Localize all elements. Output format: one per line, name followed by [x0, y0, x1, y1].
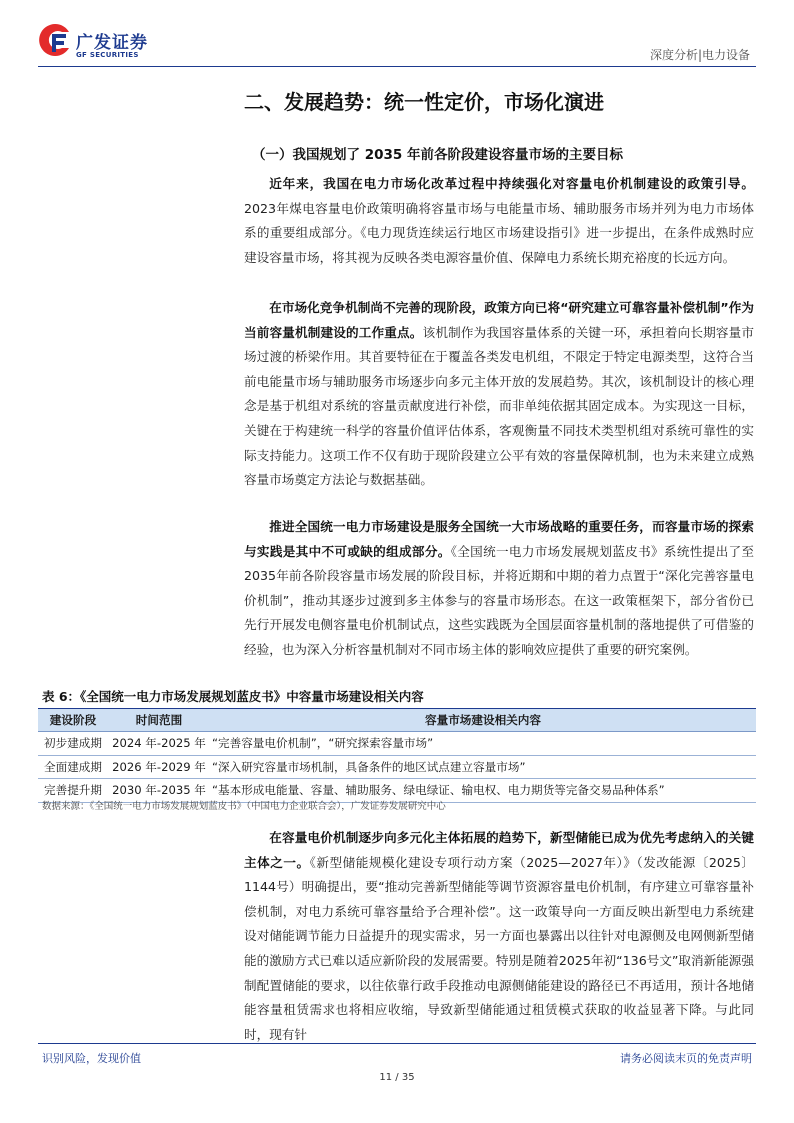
footer-slogan: 识别风险，发现价值 — [42, 1052, 141, 1065]
footer-disclaimer: 请务必阅读末页的免责声明 — [620, 1052, 752, 1065]
company-logo — [38, 22, 168, 66]
table-cell-stage: 初步建成期 — [38, 732, 108, 756]
footer-divider — [38, 1043, 756, 1044]
capacity-market-table — [38, 708, 756, 803]
table-cell-content: “完善容量电价机制”，“研究探索容量市场” — [210, 732, 756, 756]
table-cell-content: “深入研究容量市场机制，具备条件的地区试点建立容量市场” — [210, 755, 756, 779]
table-cell-stage: 完善提升期 — [38, 779, 108, 803]
table-cell-stage: 全面建成期 — [38, 755, 108, 779]
table-caption: 表 6：《全国统一电力市场发展规划蓝皮书》中容量市场建设相关内容 — [42, 689, 424, 704]
header-divider — [38, 66, 756, 67]
paragraph-4-lead: 在容量电价机制逐步向多元化主体拓展的趋势下，新型储能已成为优先考虑纳入的关键主体之一。 — [244, 830, 754, 870]
table-header-cell: 容量市场建设相关内容 — [210, 709, 756, 732]
logo-english-name: GF SECURITIES — [76, 51, 139, 59]
table-header-row — [38, 709, 756, 732]
paragraph-4 — [244, 826, 754, 1047]
paragraph-2 — [244, 296, 754, 493]
gf-logo-icon — [38, 22, 72, 58]
table-cell-period: 2030 年-2035 年 — [108, 779, 210, 803]
table-row — [38, 732, 756, 756]
paragraph-3 — [244, 515, 754, 663]
paragraph-3-lead: 推进全国统一电力市场建设是服务全国统一大市场战略的重要任务，而容量市场的探索与实践是其中不可或缺的组成部分。 — [244, 519, 754, 559]
table-header-cell: 时间范围 — [108, 709, 210, 732]
section-title: 二、发展趋势：统一性定价，市场化演进 — [244, 90, 604, 114]
page-number: 11 / 35 — [379, 1072, 415, 1083]
paragraph-1-body: 2023年煤电容量电价政策明确将容量市场与电能量市场、辅助服务市场并列为电力市场体系的重要组成部分。《电力现货连续运行地区市场建设指引》进一步提出，在条件成熟时应建设容量市场，将其视为反映各类电源容量价值、保障电力系统长期充裕度的长远方向。 — [244, 200, 754, 265]
page-header — [0, 0, 794, 72]
paragraph-1 — [244, 172, 754, 270]
table-source-note: 数据来源：《全国统一电力市场发展规划蓝皮书》（中国电力企业联合会），广发证券发展研究中心 — [42, 801, 446, 812]
table-cell-period: 2024 年-2025 年 — [108, 732, 210, 756]
logo-chinese-name: 广发证券 — [76, 33, 148, 53]
paragraph-1-lead: 近年来，我国在电力市场化改革过程中持续强化对容量电价机制建设的政策引导。 — [269, 176, 754, 191]
subsection-title: （一）我国规划了 2035 年前各阶段建设容量市场的主要目标 — [252, 147, 623, 163]
paragraph-2-lead: 在市场化竞争机制尚不完善的现阶段，政策方向已将“研究建立可靠容量补偿机制”作为当前容量机制建设的工作重点。 — [244, 300, 754, 340]
paragraph-3-body: 《全国统一电力市场发展规划蓝皮书》系统性提出了至2035年前各阶段容量市场发展的阶段目标，并将近期和中期的着力点置于“深化完善容量电价机制”，推动其逐步过渡到多主体参与的容量市场形态。在这一政策框架下，部分省份已先行开展发电侧容量电价机制试点，这些实践既为全国层面容量机制的落地提供了可借鉴的经验，也为深入分析容量机制对不同市场主体的影响效应提供了重要的研究案例。 — [244, 543, 755, 657]
paragraph-4-body: 《新型储能规模化建设专项行动方案（2025—2027年）》（发改能源〔2025〕1144号）明确提出，要“推动完善新型储能等调节资源容量电价机制，有序建立可靠容量补偿机制，对电力系统可靠容量给予合理补偿”。这一政策导向一方面反映出新型电力系统建设对储能调节能力日益提升的现实需求，另一方面也暴露出以往针对电源侧及电网侧新型储能的激励方式已难以适应新阶段的发展需要。特别是随着2025年初“136号文”取消新能源强制配置储能的要求，以往依靠行政手段推动电源侧储能建设的路径已不再适用，预计各地储能容量租赁需求也将相应收缩，导致新型储能通过租赁模式获取的收益显著下降。与此同时，现有针 — [244, 854, 754, 1042]
table-header-cell: 建设阶段 — [38, 709, 108, 732]
table-cell-content: “基本形成电能量、容量、辅助服务、绿电绿证、输电权、电力期货等完备交易品种体系” — [210, 779, 756, 803]
paragraph-2-body: 该机制作为我国容量体系的关键一环，承担着向长期容量市场过渡的桥梁作用。其首要特征在于覆盖各类发电机组，不限定于特定电源类型，这符合当前电能量市场与辅助服务市场逐步向多元主体开放的发展趋势。其次，该机制设计的核心理念是基于机组对系统的容量贡献度进行补偿，而非单纯依据其固定成本。为实现这一目标，关键在于构建统一科学的容量价值评估体系，客观衡量不同技术类型机组对系统可靠性的实际支持能力。这项工作不仅有助于现阶段建立公平有效的容量保障机制，也为未来建立成熟容量市场奠定方法论与数据基础。 — [244, 324, 755, 488]
report-type-label: 深度分析|电力设备 — [649, 48, 750, 62]
table-row — [38, 755, 756, 779]
table-cell-period: 2026 年-2029 年 — [108, 755, 210, 779]
